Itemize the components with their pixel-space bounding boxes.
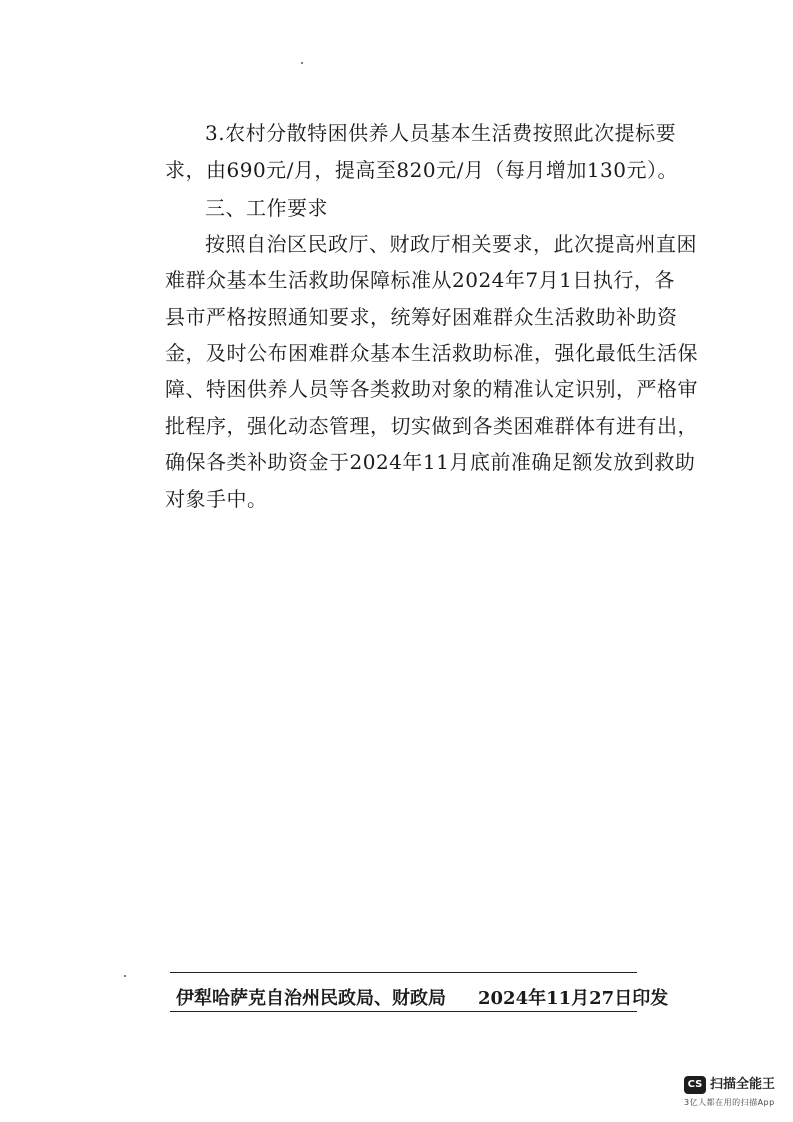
footer-top-rule — [170, 972, 637, 973]
body-line: 对象手中。 — [165, 487, 268, 511]
scan-speck — [124, 975, 126, 977]
body-line: 县市严格按照通知要求，统筹好困难群众生活救助补助资 — [165, 305, 678, 329]
scanner-tagline: 3亿人都在用的扫描App — [684, 1098, 775, 1107]
issue-date: 2024年11月27日印发 — [478, 988, 669, 1009]
body-line: 金，及时公布困难群众基本生活救助标准，强化最低生活保 — [165, 341, 698, 365]
footer-bottom-rule — [170, 1011, 637, 1012]
body-line: 确保各类补助资金于2024年11月底前准确足额发放到救助 — [165, 450, 696, 474]
body-line: 障、特困供养人员等各类救助对象的精准认定识别，严格审 — [165, 377, 698, 401]
body-line: 批程序，强化动态管理，切实做到各类困难群体有进有出， — [165, 414, 698, 438]
body-line: 求，由690元/月，提高至820元/月（每月增加130元）。 — [165, 158, 678, 182]
scanner-watermark — [684, 1076, 784, 1116]
scanner-app-name: 扫描全能王 — [710, 1077, 776, 1092]
scan-speck — [301, 62, 303, 64]
scanner-logo-icon: CS — [684, 1076, 706, 1094]
body-line: 难群众基本生活救助保障标准从2024年7月1日执行，各 — [165, 268, 675, 292]
body-line: 按照自治区民政厅、财政厅相关要求，此次提高州直困 — [205, 232, 697, 256]
body-line: 3.农村分散特困供养人员基本生活费按照此次提标要 — [205, 121, 677, 145]
issuer-name: 伊犁哈萨克自治州民政局、财政局 — [176, 988, 446, 1009]
section-heading: 三、工作要求 — [205, 196, 328, 220]
